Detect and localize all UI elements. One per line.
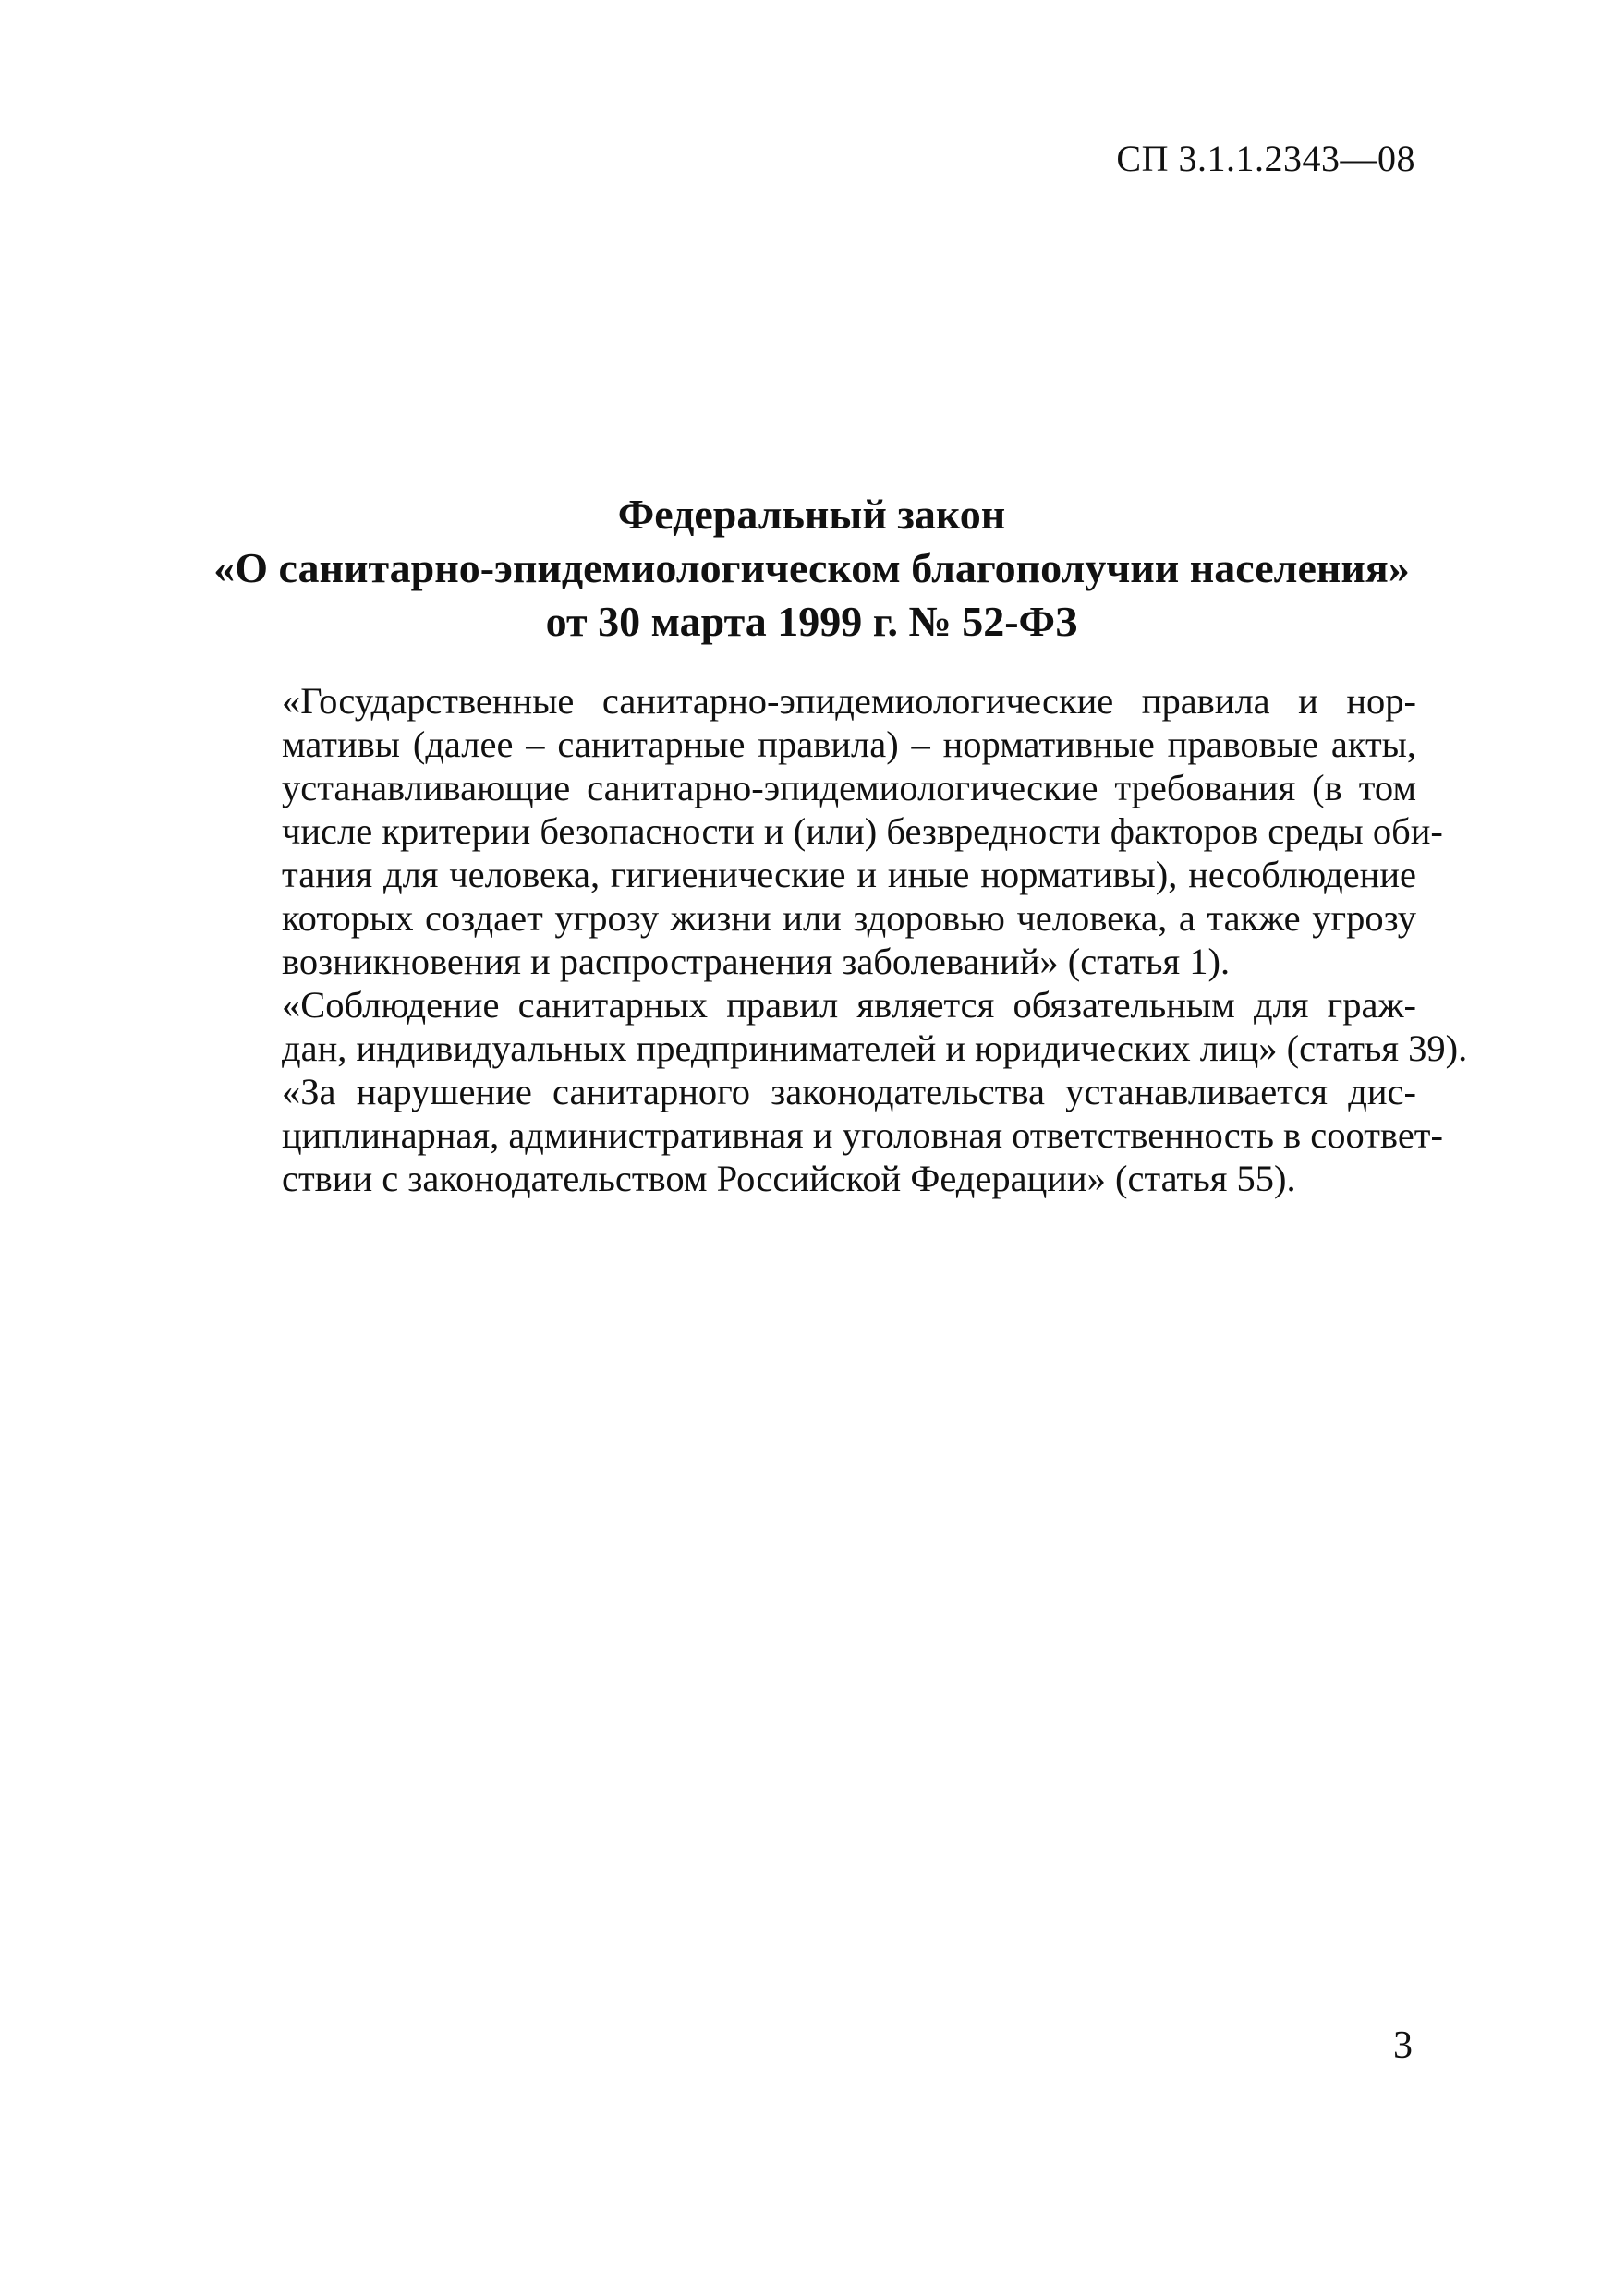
text-line: дан, индивидуальных предпринимателей и юридических лиц» (статья 39). [282,1027,1468,1069]
title-line-3: от 30 марта 1999 г. № 52-ФЗ [545,598,1078,645]
document-code: СП 3.1.1.2343—08 [1116,138,1415,179]
law-title [185,488,1438,649]
text-line: тания для человека, гигиенические и иные нормативы), несоблюдение [282,854,1416,895]
title-line-2: «О санитарно-эпидемиологическом благополучии населения» [213,544,1410,591]
title-line-1: Федеральный закон [617,491,1006,538]
text-line: возникновения и распространения заболеваний» (статья 1). [282,941,1231,982]
paragraph-1 [231,679,1443,983]
paragraph-3 [231,1070,1443,1200]
text-line: «Государственные санитарно-эпидемиологические правила и нор- [282,680,1416,722]
text-line: «За нарушение санитарного законодательства устанавливается дис- [282,1071,1416,1112]
text-line: циплинарная, административная и уголовная ответственность в соответ- [282,1114,1443,1156]
page-number: 3 [1393,2024,1413,2067]
text-line: мативы (далее – санитарные правила) – нормативные правовые акты, [282,723,1416,765]
text-line: ствии с законодательством Российской Федерации» (статья 55). [282,1158,1296,1199]
law-excerpt [231,679,1468,1200]
text-line: которых создает угрозу жизни или здоровью человека, а также угрозу [282,897,1416,939]
text-line: устанавливающие санитарно-эпидемиологические требования (в том [282,767,1416,808]
text-line: «Соблюдение санитарных правил является обязательным для граж- [282,984,1416,1026]
text-line: числе критерии безопасности и (или) безвредности факторов среды оби- [282,810,1443,852]
paragraph-2 [231,983,1468,1070]
